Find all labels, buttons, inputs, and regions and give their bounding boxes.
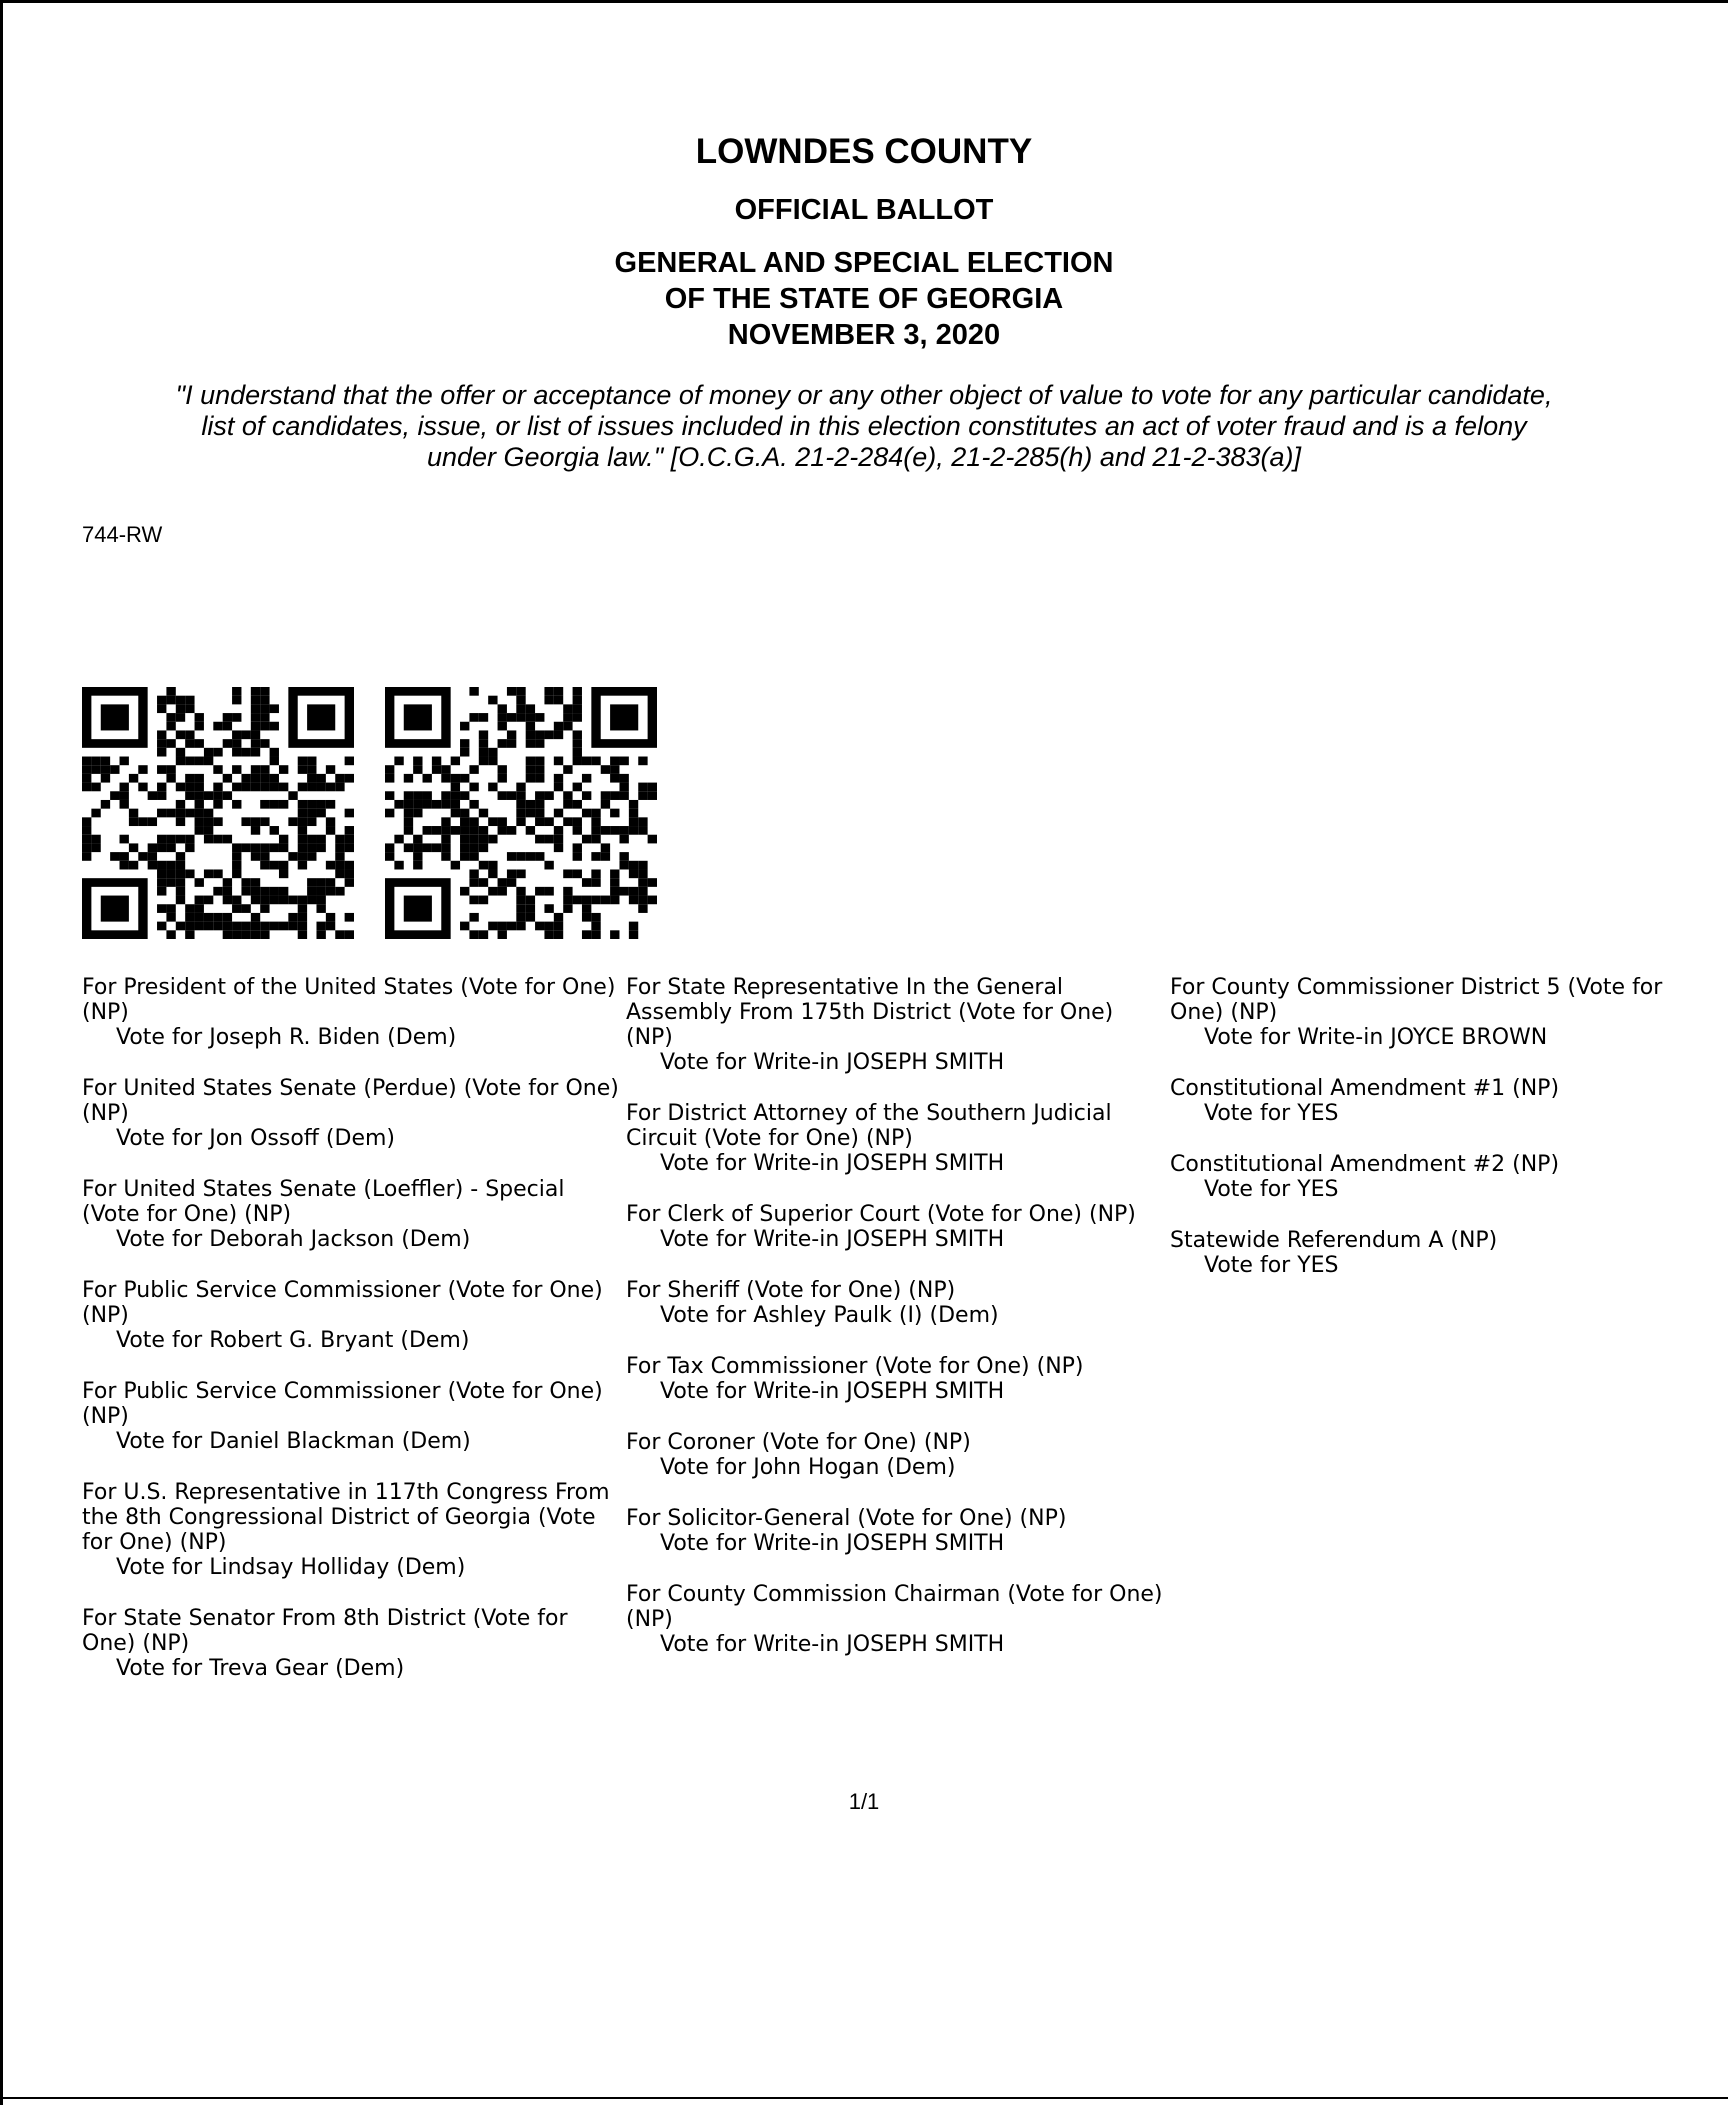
contest-title: For State Representative In the General Assembly From 175th District (Vote for One) (NP) <box>626 975 1114 1050</box>
election-date: NOVEMBER 3, 2020 <box>727 319 1001 351</box>
contest-title: For Clerk of Superior Court (Vote for One) (NP) <box>626 1202 1136 1227</box>
election-title-line-2: OF THE STATE OF GEORGIA <box>664 283 1064 315</box>
ballot-contest <box>626 1582 1166 1657</box>
ballot-contest <box>626 1354 1166 1404</box>
contest-title: For Public Service Commissioner (Vote for One) (NP) <box>82 1379 603 1429</box>
ballot-contest <box>82 1278 622 1353</box>
ballot-contest <box>626 1278 1166 1328</box>
contest-selection: Vote for Write-in JOSEPH SMITH <box>660 1151 1005 1176</box>
contest-selection: Vote for Treva Gear (Dem) <box>116 1656 405 1681</box>
contest-selection: Vote for Jon Ossoff (Dem) <box>116 1126 396 1151</box>
voter-fraud-oath <box>60 380 1668 473</box>
contest-selection: Vote for Daniel Blackman (Dem) <box>116 1429 471 1454</box>
contest-column-2 <box>626 975 1166 1683</box>
contest-selection: Vote for Robert G. Bryant (Dem) <box>116 1328 470 1353</box>
contest-title: For District Attorney of the Southern Judicial Circuit (Vote for One) (NP) <box>626 1101 1112 1151</box>
contest-selection: Vote for YES <box>1204 1177 1339 1202</box>
qr-code-2 <box>385 687 657 939</box>
contest-selection: Vote for Lindsay Holliday (Dem) <box>116 1555 466 1580</box>
contest-title: For President of the United States (Vote for One) (NP) <box>82 975 616 1025</box>
contest-selection: Vote for Write-in JOSEPH SMITH <box>660 1050 1005 1075</box>
ballot-contest <box>626 1506 1166 1556</box>
scan-edge-bottom <box>0 2097 1728 2099</box>
contest-title: For U.S. Representative in 117th Congress From the 8th Congressional District of Georgia (Vote for One) (NP) <box>82 1480 610 1555</box>
ballot-contest <box>1170 975 1690 1050</box>
contest-selection: Vote for YES <box>1204 1253 1339 1278</box>
oath-line-3: under Georgia law." [O.C.G.A. 21-2-284(e), 21-2-285(h) and 21-2-383(a)] <box>426 442 1302 472</box>
ballot-contest <box>82 1379 622 1454</box>
contest-title: For Coroner (Vote for One) (NP) <box>626 1430 971 1455</box>
contest-selection: Vote for Write-in JOSEPH SMITH <box>660 1379 1005 1404</box>
oath-line-1: "I understand that the offer or acceptance of money or any other object of value to vote for any particular candidate, <box>175 380 1553 410</box>
ballot-type-title: OFFICIAL BALLOT <box>734 194 994 226</box>
ballot-contest <box>1170 1076 1690 1126</box>
contest-title: For Sheriff (Vote for One) (NP) <box>626 1278 956 1303</box>
election-title-line-1: GENERAL AND SPECIAL ELECTION <box>614 247 1114 279</box>
contest-title: For Public Service Commissioner (Vote for One) (NP) <box>82 1278 603 1328</box>
county-title: LOWNDES COUNTY <box>695 132 1033 171</box>
contest-selection: Vote for Write-in JOSEPH SMITH <box>660 1632 1005 1657</box>
contest-title: For United States Senate (Loeffler) - Special (Vote for One) (NP) <box>82 1177 565 1227</box>
ballot-contest <box>626 1101 1166 1176</box>
ballot-style-id: 744-RW <box>82 522 163 547</box>
contest-selection: Vote for Write-in JOSEPH SMITH <box>660 1227 1005 1252</box>
contest-title: For United States Senate (Perdue) (Vote for One) (NP) <box>82 1076 619 1126</box>
contest-column-3 <box>1170 975 1690 1304</box>
ballot-contest <box>82 975 622 1050</box>
contest-selection: Vote for Write-in JOYCE BROWN <box>1204 1025 1548 1050</box>
election-title-block <box>0 245 1728 353</box>
contest-selection: Vote for Joseph R. Biden (Dem) <box>116 1025 457 1050</box>
contest-title: For County Commission Chairman (Vote for One) (NP) <box>626 1582 1163 1632</box>
contest-title: For State Senator From 8th District (Vote for One) (NP) <box>82 1606 568 1656</box>
contest-selection: Vote for YES <box>1204 1101 1339 1126</box>
contest-title: Statewide Referendum A (NP) <box>1170 1228 1498 1253</box>
ballot-contest <box>82 1480 622 1580</box>
oath-line-2: list of candidates, issue, or list of issues included in this election constitutes an act of voter fraud and is a felony <box>201 411 1527 441</box>
ballot-contest <box>626 1430 1166 1480</box>
contest-title: For Tax Commissioner (Vote for One) (NP) <box>626 1354 1084 1379</box>
contest-title: For County Commissioner District 5 (Vote for One) (NP) <box>1170 975 1663 1025</box>
scan-edge-top <box>0 0 1728 3</box>
ballot-contest <box>626 1202 1166 1252</box>
contest-selection: Vote for Ashley Paulk (I) (Dem) <box>660 1303 999 1328</box>
ballot-contest <box>82 1606 622 1681</box>
ballot-contest <box>82 1076 622 1151</box>
contest-selection: Vote for Write-in JOSEPH SMITH <box>660 1531 1005 1556</box>
contest-title: For Solicitor-General (Vote for One) (NP) <box>626 1506 1067 1531</box>
contest-selection: Vote for Deborah Jackson (Dem) <box>116 1227 471 1252</box>
contest-title: Constitutional Amendment #1 (NP) <box>1170 1076 1560 1101</box>
qr-code-1 <box>82 687 354 939</box>
ballot-contest <box>82 1177 622 1252</box>
page-number: 1/1 <box>848 1789 880 1814</box>
contest-selection: Vote for John Hogan (Dem) <box>660 1455 956 1480</box>
ballot-contest <box>626 975 1166 1075</box>
ballot-contest <box>1170 1152 1690 1202</box>
ballot-contest <box>1170 1228 1690 1278</box>
contest-title: Constitutional Amendment #2 (NP) <box>1170 1152 1560 1177</box>
contest-column-1 <box>82 975 622 1707</box>
